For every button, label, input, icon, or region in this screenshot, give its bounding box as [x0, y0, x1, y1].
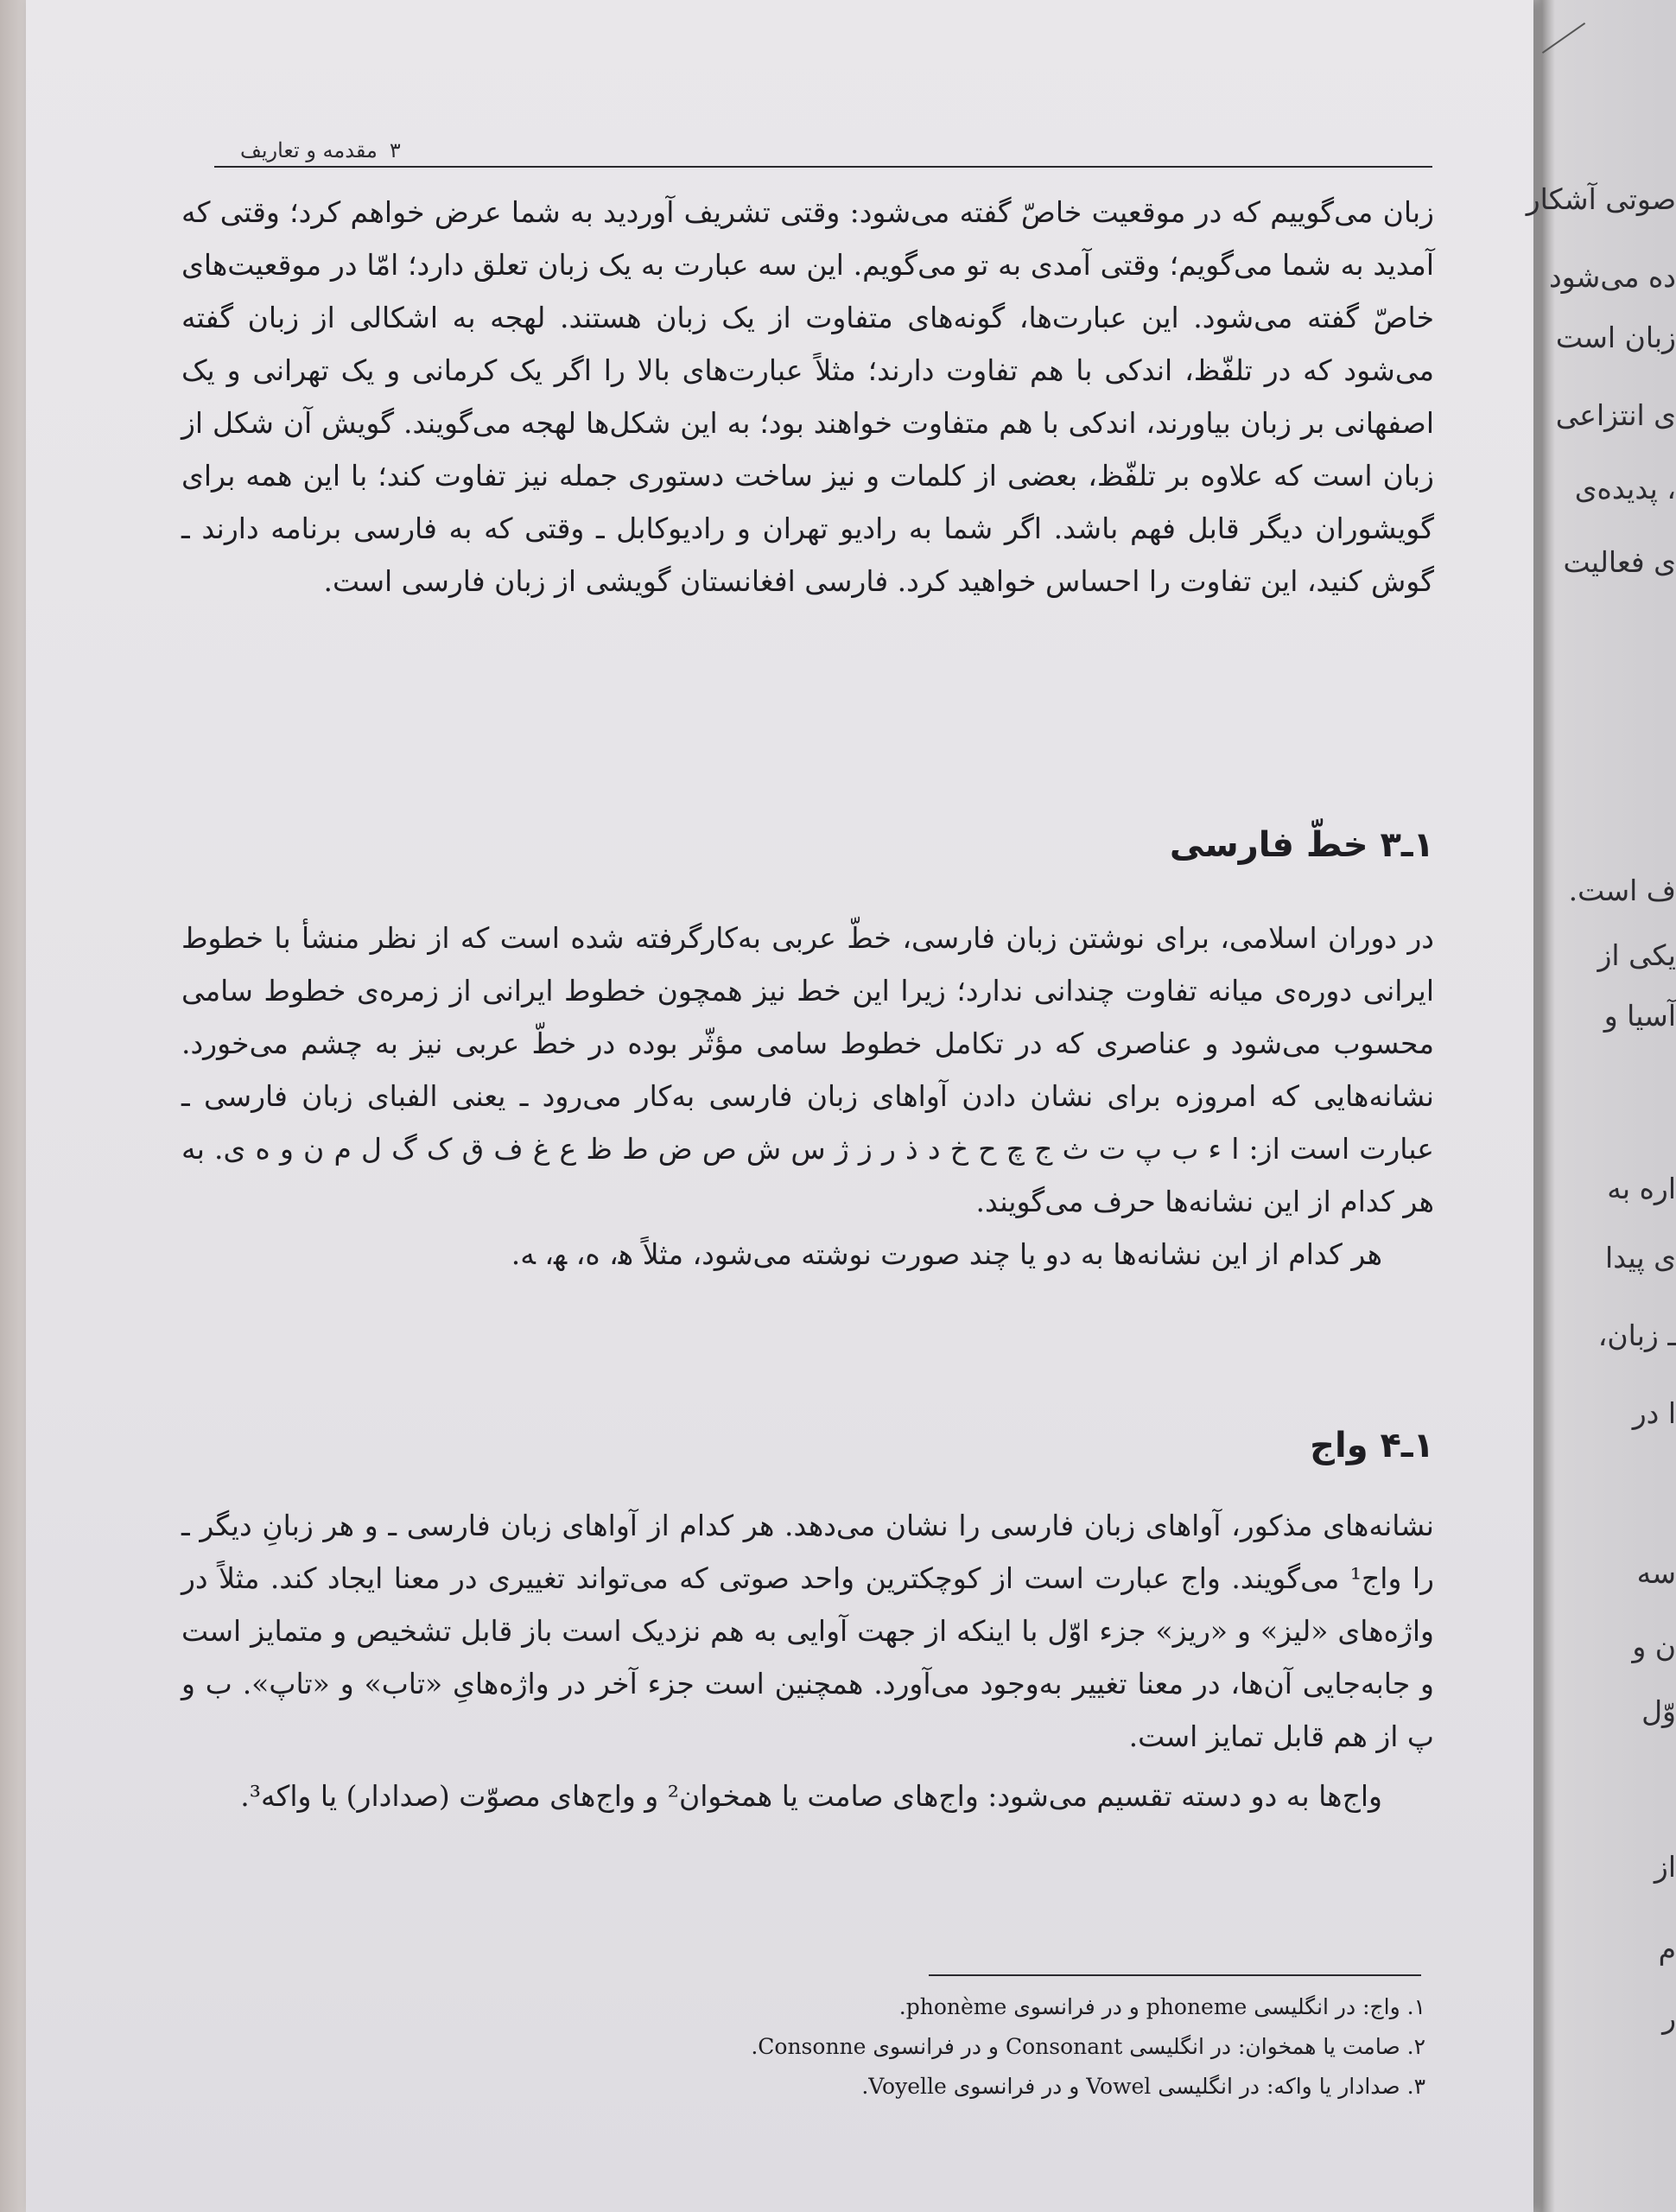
adjacent-page-edge: [1526, 0, 1676, 2212]
header-page-number: ۳: [389, 138, 401, 162]
intro-text: [181, 186, 1434, 607]
section-1-3-text: [181, 912, 1434, 1281]
paragraph: زبان می‌گوییم که در موقعیت خاصّ گفته می‌شود: وقتی تشریف آوردید به شما عرض خواهم کرد؛ وقتی که آمدید به شما می‌گویم؛ وقتی آمدی به تو می‌گویم. این سه عبارت به یک زبان تعلق دارد؛ امّا در موقعیت‌های خاصّ گفته می‌شود. این عبارت‌ها، گونه‌های متفاوت از یک زبان هستند. لهجه به اشکالی از زبان گفته می‌شود که در تلفّظ، اندکی با هم تفاوت دارند؛ مثلاً عبارت‌های بالا را اگر یک کرمانی و یک تهرانی و یک اصفهانی بر زبان بیاورند، اندکی با هم متفاوت خواهند بود؛ به این شکل‌ها لهجه می‌گویند. گویش آن شکل از زبان است که علاوه بر تلفّظ، بعضی از کلمات و نیز ساخت دستوری جمله نیز تفاوت کند؛ با این همه برای گویشوران دیگر قابل فهم باشد. اگر شما به رادیو تهران و رادیوکابل ـ وقتی که به فارسی برنامه دارند ـ گوش کنید، این تفاوت را احساس خواهید کرد. فارسی افغانستان گویشی از زبان فارسی است.: [181, 195, 1434, 598]
next-page-fragment: یکی از: [1597, 938, 1676, 972]
paragraph: واج‌ها به دو دسته تقسیم می‌شود: واج‌های صامت یا همخوان² و واج‌های مصوّت (صدادار) یا واکه³.: [240, 1779, 1382, 1813]
next-page-fragment: ی فعالیت: [1563, 545, 1676, 579]
next-page-fragment: صوتی آشکار: [1526, 182, 1676, 216]
running-header: [240, 121, 1458, 162]
next-page-fragment: م: [1658, 1932, 1676, 1966]
next-page-fragment: ـ زبان،: [1597, 1319, 1676, 1352]
next-page-fragment: ده می‌شود: [1548, 260, 1676, 294]
next-page-fragment: ر: [1662, 2001, 1676, 2035]
paragraph: در دوران اسلامی، برای نوشتن زبان فارسی، خطّ عربی به‌کارگرفته شده است که از نظر منشأ با خطوط ایرانی دوره‌ی میانه تفاوت چندانی ندارد؛ زیرا این خط نیز همچون خطوط ایرانی از زمره‌ی خطوط سامی محسوب می‌شود و عناصری که در تکامل خطوط سامی مؤثّر بوده در خطّ عربی نیز به چشم می‌خورد. نشانه‌هایی که امروزه برای نشان دادن آواهای زبان فارسی به‌کار می‌رود ـ یعنی الفبای زبان فارسی ـ عبارت است از: ا ء ب پ ت ث ج چ ح خ د ذ ر ز ژ س ش ص ض ط ظ ع غ ف ق ک گ ل م ن و ه ی. به هر کدام از این نشانه‌ها حرف می‌گویند.: [181, 921, 1434, 1218]
section-1-4-text: [181, 1499, 1434, 1822]
footnote: ۱. واج: در انگلیسی phoneme و در فرانسوی phonème.: [898, 1994, 1425, 2019]
next-page-fragment: ف است.: [1568, 874, 1676, 907]
next-page-fragment: سه: [1636, 1556, 1676, 1590]
footnote: ۲. صامت یا همخوان: در انگلیسی Consonant و در فرانسوی Consonne.: [751, 2034, 1425, 2059]
next-page-fragment: ن و: [1632, 1630, 1676, 1663]
footnote: ۳. صدادار یا واکه: در انگلیسی Vowel و در فرانسوی Voyelle.: [861, 2074, 1425, 2099]
section-heading-vaj: ۱ـ۴ واج: [1310, 1426, 1434, 1465]
next-page-fragment: زبان است: [1555, 321, 1676, 354]
next-page-fragment: آسیا و: [1603, 999, 1676, 1033]
next-page-fragment: از: [1654, 1850, 1676, 1884]
footnotes: [605, 1987, 1425, 2107]
next-page-fragment: اره به: [1607, 1172, 1676, 1205]
paragraph: نشانه‌های مذکور، آواهای زبان فارسی را نشان می‌دهد. هر کدام از آواهای زبان فارسی ـ و هر زبانِ دیگر ـ را واج¹ می‌گویند. واج عبارت است از کوچکترین واحد صوتی که می‌تواند تغییری در معنا ایجاد کند. مثلاً در واژه‌های «لیز» و «ریز» جزء اوّل با اینکه از جهت آوایی به هم نزدیک است باز قابل تشخیص و متمایز است و جابه‌جایی آن‌ها، در معنا تغییر به‌وجود می‌آورد. همچنین است جزء آخر در واژه‌هایِ «تاب» و «تاپ». ب و پ از هم قابل تمایز است.: [181, 1509, 1434, 1753]
next-page-fragment: ، پدیده‌ی: [1574, 472, 1676, 505]
next-page-fragment: ی انتزاعی: [1555, 398, 1676, 432]
next-page-fragment: ی پیدا: [1605, 1241, 1676, 1274]
next-page-fragment: ا در: [1632, 1396, 1676, 1430]
next-page-fragment: وّل: [1641, 1694, 1676, 1728]
header-rule: [214, 166, 1432, 168]
paragraph: هر کدام از این نشانه‌ها به دو یا چند صورت نوشته می‌شود، مثلاً ﻫ، ه، ﻬ، ﻪ.: [511, 1237, 1382, 1271]
section-heading-khat-farsi: ۱ـ۳ خطّ فارسی: [1169, 825, 1434, 865]
footnote-rule: [929, 1974, 1421, 1976]
header-title: مقدمه و تعاریف: [240, 138, 378, 162]
